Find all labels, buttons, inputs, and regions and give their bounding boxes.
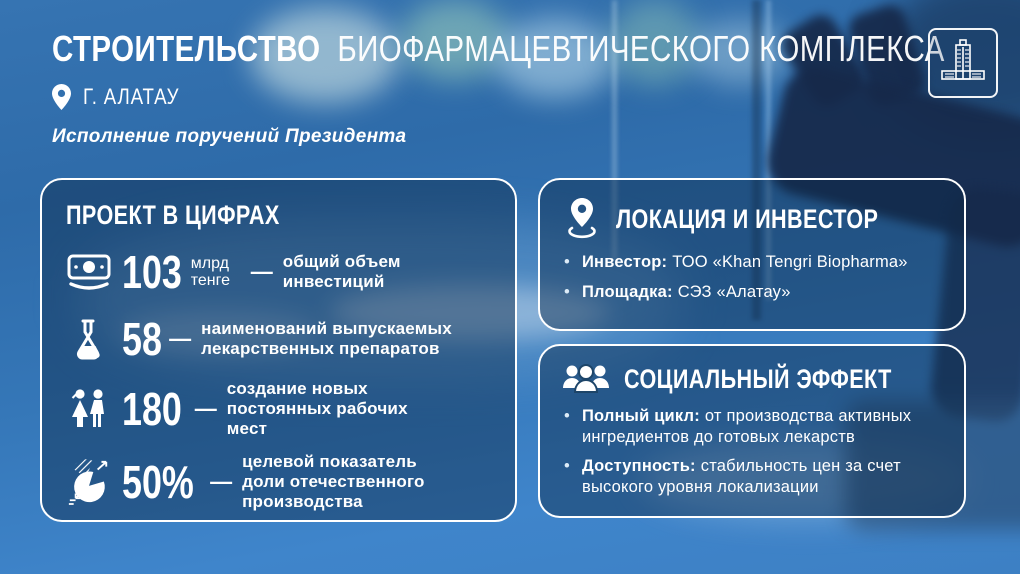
stat-unit: млрд тенге xyxy=(190,254,231,289)
social-effect-card xyxy=(538,344,966,518)
full-cycle-bullet: • Полный цикл: от производства активных ингредиентов до готовых лекарств xyxy=(562,406,942,447)
project-numbers-title: ПРОЕКТ В ЦИФРАХ xyxy=(66,200,280,230)
page-title-rest: БИОФАРМАЦЕВТИЧЕСКОГО КОМПЛЕКСА xyxy=(337,28,945,69)
people-icon xyxy=(66,387,112,431)
stat-label: наименований выпускаемых лекарственных препаратов xyxy=(201,318,452,358)
social-effect-title: СОЦИАЛЬНЫЙ ЭФФЕКТ xyxy=(624,363,892,394)
stat-value: 103 xyxy=(122,246,182,298)
map-pin-icon xyxy=(562,196,602,242)
location-row xyxy=(52,84,1020,110)
stat-value: 50% xyxy=(122,456,194,509)
location-label: Г. АЛАТАУ xyxy=(83,83,180,109)
stat-label: общий объем инвестиций xyxy=(282,251,401,291)
stat-value: 58 xyxy=(122,313,162,365)
header xyxy=(52,30,1020,148)
stat-localization: 50% — целевой показатель доли отечественного производства xyxy=(66,452,491,512)
subtitle: Исполнение поручений Президента xyxy=(52,125,407,147)
page-title-bold: СТРОИТЕЛЬСТВО xyxy=(52,28,321,69)
pie-chart-icon xyxy=(66,457,112,507)
building-icon xyxy=(936,36,990,90)
location-pin-icon xyxy=(52,84,71,110)
location-investor-card xyxy=(538,178,966,331)
site-bullet: • Площадка: СЭЗ «Алатау» xyxy=(562,282,942,303)
stat-label: создание новых постоянных рабочих мест xyxy=(226,379,408,439)
location-investor-title: ЛОКАЦИЯ И ИНВЕСТОР xyxy=(616,203,879,234)
people-group-icon xyxy=(562,362,610,396)
stat-label: целевой показатель доли отечественного производства xyxy=(242,452,425,512)
stat-investments: 103 млрд тенге — общий объем инвестиций xyxy=(66,245,491,299)
project-numbers-card xyxy=(40,178,517,522)
stat-value: 180 xyxy=(122,383,182,436)
stat-jobs: 180 — создание новых постоянных рабочих мест xyxy=(66,379,491,439)
flask-icon xyxy=(66,318,112,360)
banknote-icon xyxy=(66,252,112,292)
page-title xyxy=(52,30,945,68)
stat-drugs: 58 — наименований выпускаемых лекарственных препаратов xyxy=(66,312,491,366)
government-building-logo xyxy=(928,28,998,98)
investor-bullet: • Инвестор: ТОО «Khan Tengri Biopharma» xyxy=(562,252,942,273)
availability-bullet: • Доступность: стабильность цен за счет высокого уровня локализации xyxy=(562,456,942,497)
